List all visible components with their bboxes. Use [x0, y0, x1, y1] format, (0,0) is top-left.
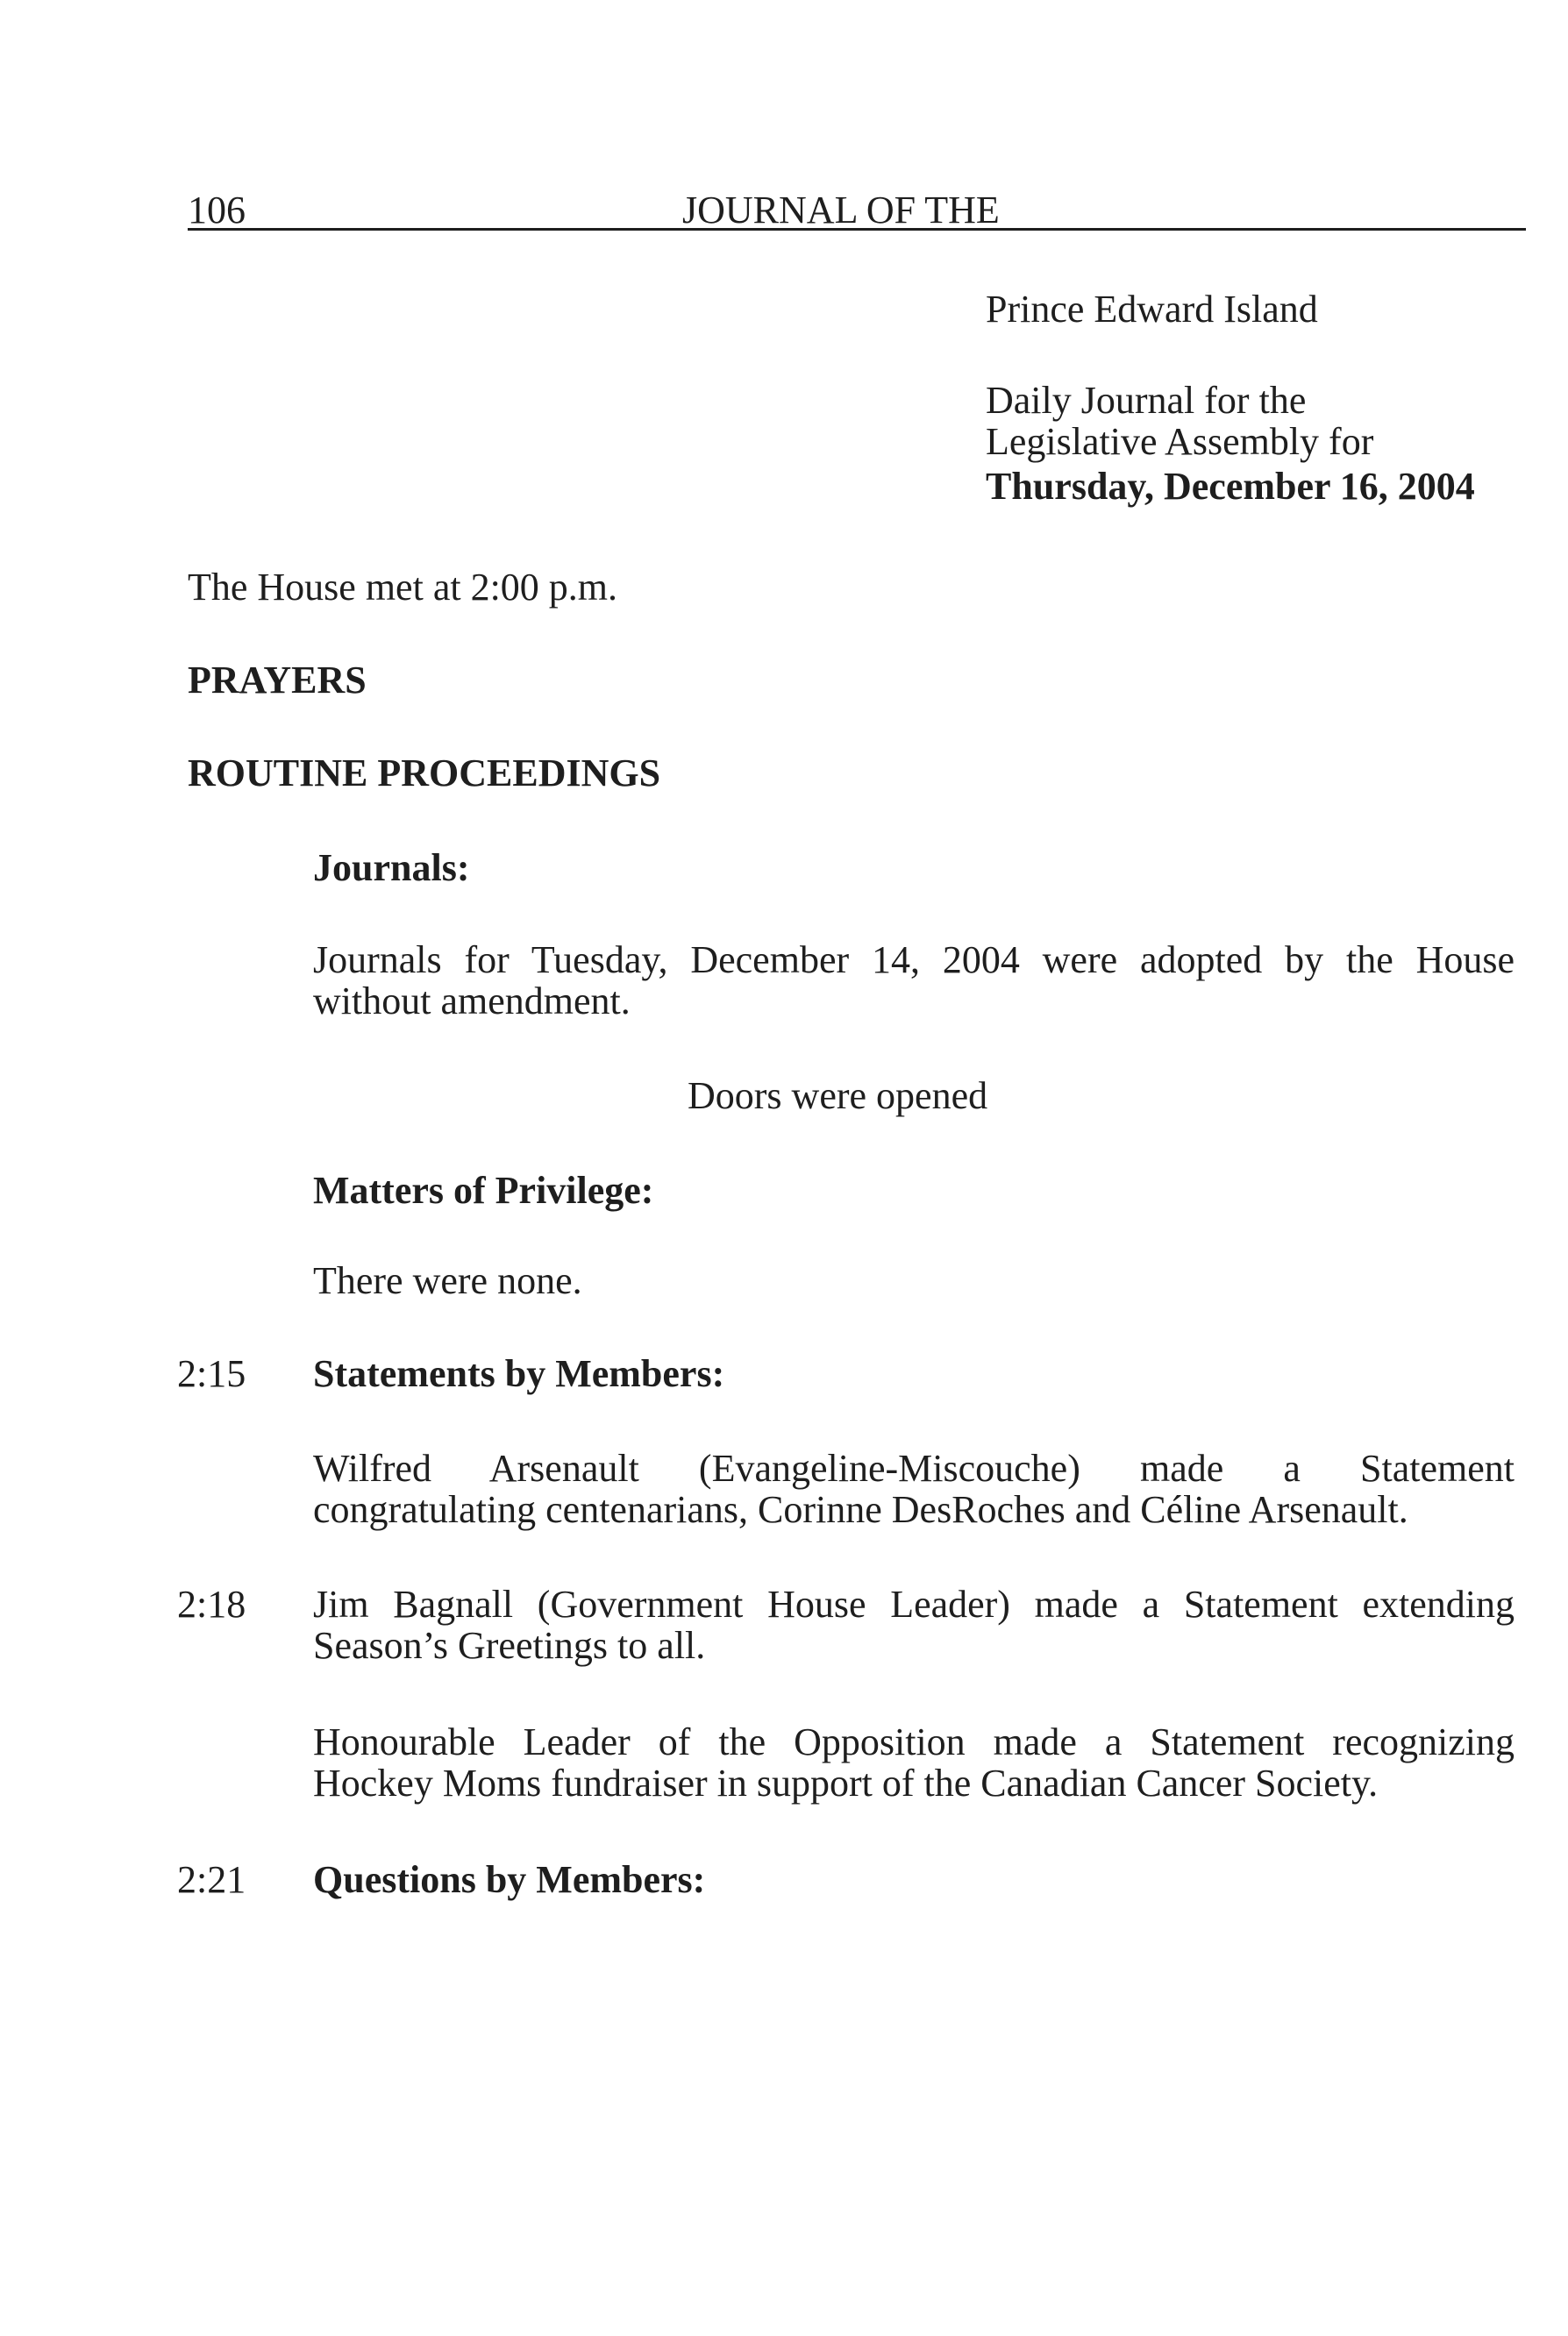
journals-text-line1: Journals for Tuesday, December 14, 2004 were adopted by the House	[313, 938, 1515, 981]
journal-title-line1: Daily Journal for the	[986, 379, 1307, 422]
journals-text-line2: without amendment.	[313, 979, 631, 1022]
heading-prayers: PRAYERS	[188, 659, 367, 702]
page-number: 106	[188, 189, 246, 231]
statement-3-line2: Hockey Moms fundraiser in support of the Canadian Cancer Society.	[313, 1762, 1379, 1805]
statements-time: 2:15	[177, 1352, 246, 1395]
sitting-date: Thursday, December 16, 2004	[986, 465, 1475, 508]
privilege-text: There were none.	[313, 1259, 582, 1302]
questions-time: 2:21	[177, 1858, 246, 1901]
journals-heading: Journals:	[313, 846, 470, 889]
heading-routine-proceedings: ROUTINE PROCEEDINGS	[188, 751, 661, 794]
statement-3-line1: Honourable Leader of the Opposition made a Statement recognizing	[313, 1720, 1515, 1763]
header-rule	[188, 228, 1526, 231]
province-name: Prince Edward Island	[986, 288, 1318, 331]
statement-2-line2: Season’s Greetings to all.	[313, 1624, 706, 1667]
statement-2-line1: Jim Bagnall (Government House Leader) made a Statement extending	[313, 1583, 1515, 1626]
statement-1-line1: Wilfred Arsenault (Evangeline-Miscouche) made a Statement	[313, 1447, 1515, 1490]
journal-title-line2: Legislative Assembly for	[986, 420, 1374, 463]
statement-2-time: 2:18	[177, 1583, 246, 1626]
opening-line: The House met at 2:00 p.m.	[188, 566, 618, 609]
doors-opened-note: Doors were opened	[688, 1074, 988, 1117]
statement-1-line2: congratulating centenarians, Corinne DesRoches and Céline Arsenault.	[313, 1488, 1408, 1531]
statements-heading: Statements by Members:	[313, 1352, 725, 1395]
privilege-heading: Matters of Privilege:	[313, 1169, 654, 1212]
running-title: JOURNAL OF THE	[682, 189, 1000, 231]
questions-heading: Questions by Members:	[313, 1858, 706, 1901]
